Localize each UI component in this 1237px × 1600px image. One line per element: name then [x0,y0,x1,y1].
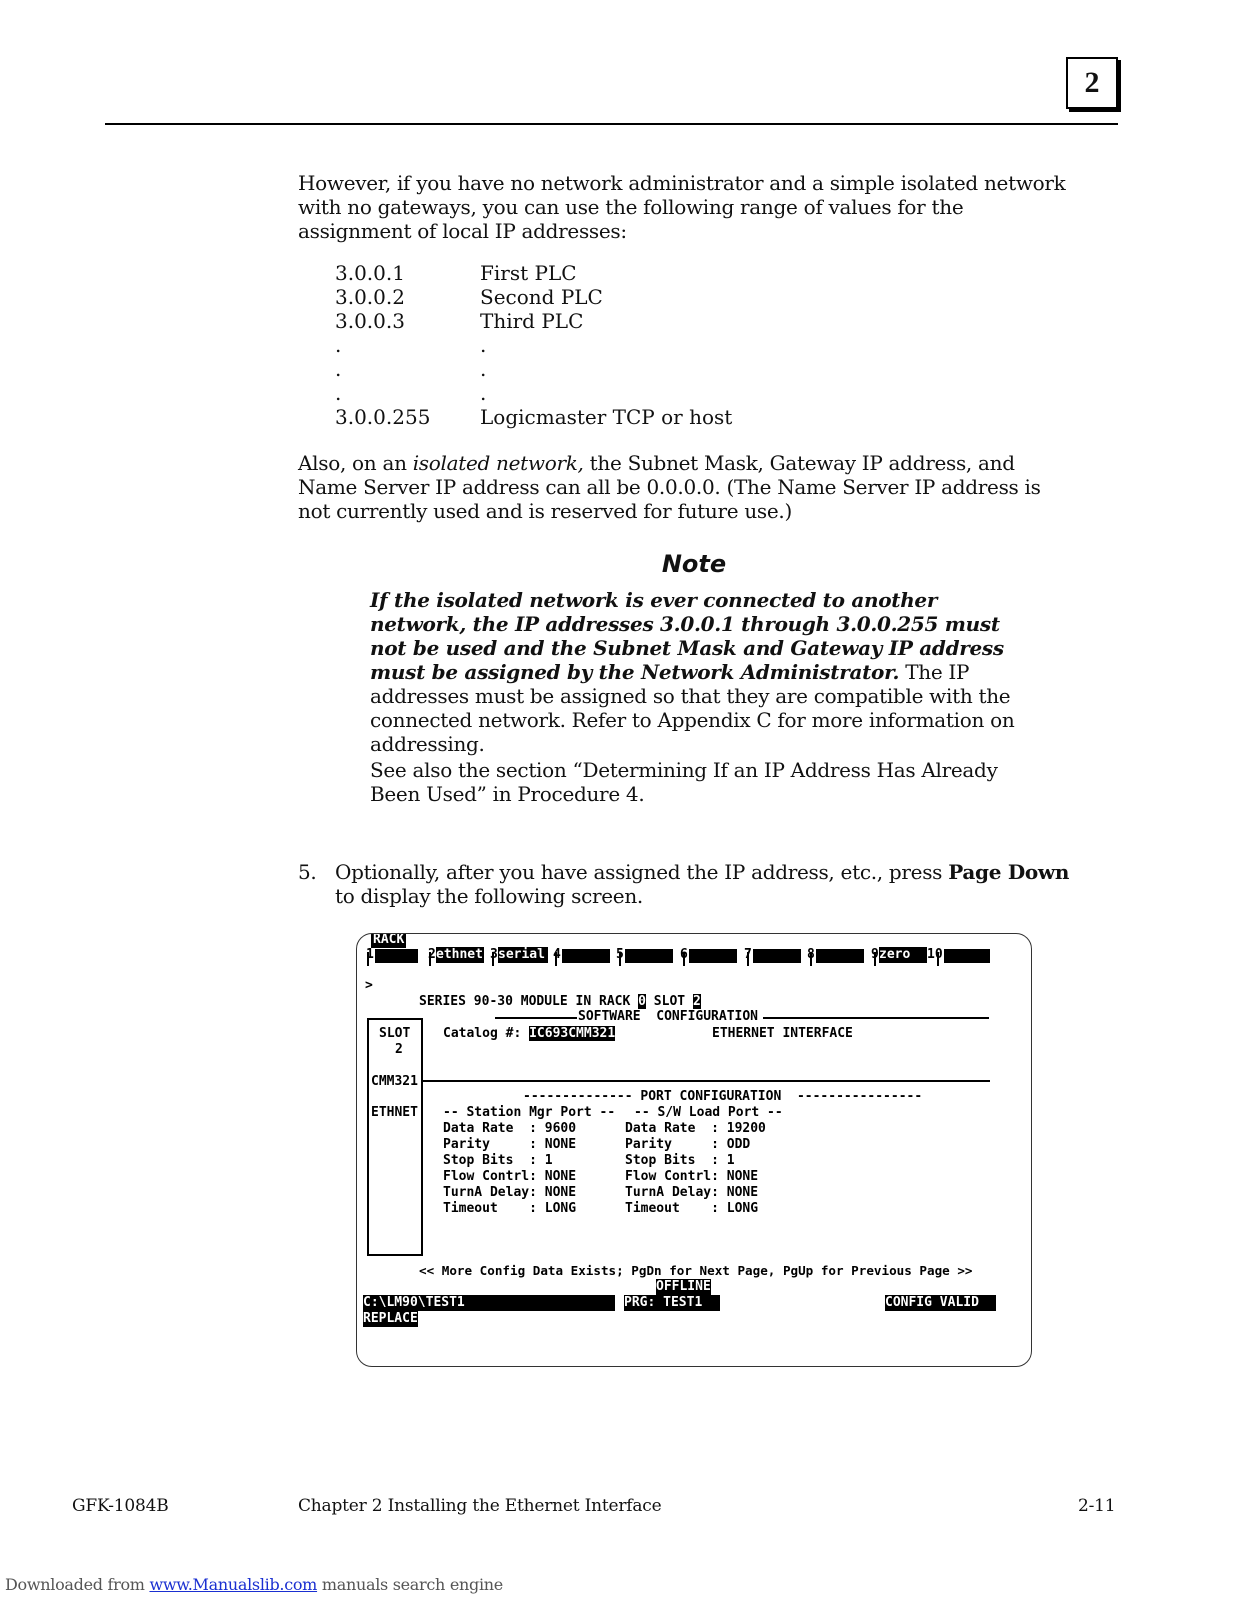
port-config-label: PORT CONFIGURATION [640,1089,782,1104]
note-rest: The IP addresses must be assigned so that they are compatible with the connected network. Refer to Appendix C for more information on addressing. [370,660,1015,756]
step-text [335,860,1085,908]
catalog-line [443,1026,615,1042]
sw-load-row: Stop Bits : 1 [625,1153,735,1168]
station-mgr-row: Parity : NONE [443,1137,577,1152]
folder-path: C:\LM90\TEST1 [363,1295,615,1311]
panel-border [367,1018,423,1020]
softkey-number: 10 [927,947,943,962]
config-screen [356,933,1032,1367]
softkey-7-bar[interactable] [753,949,801,963]
footer-chapter: Chapter 2 Installing the Ethernet Interface [298,1496,662,1516]
softkey-number: 6 [680,947,688,962]
header-rule [105,123,1118,125]
softkey-10-bar[interactable] [944,949,990,963]
panel-border [421,1018,423,1255]
ip-description: First PLC [480,261,577,285]
port-config-title: -------------- PORT CONFIGURATION ---------------- [523,1089,923,1104]
manualslib-link[interactable]: www.Manualslib.com [149,1575,318,1594]
catalog-label: Catalog #: [443,1026,530,1041]
softkey-number: 9 [871,947,879,962]
program-name: PRG: TEST1 [624,1295,720,1311]
divider [423,1080,990,1082]
softkey-1-bar[interactable] [375,949,418,963]
para2-prefix: Also, on an [298,451,413,475]
catalog-number[interactable]: IC693CMM321 [529,1026,616,1041]
softkey-zero[interactable]: zero [879,947,927,963]
station-mgr-row: Flow Contrl: NONE [443,1169,577,1184]
config-status: CONFIG VALID [885,1295,996,1311]
isolated-network-paragraph [298,451,1078,523]
module-line-text: SERIES 90-30 MODULE IN RACK [419,994,639,1009]
para2-suffix: the Subnet Mask, Gateway IP address, and Name Server IP address can all be 0.0.0.0. (The Name Server IP address is not currently used and is reserved for future use.) [298,451,1041,523]
ip-description: Logicmaster TCP or host [480,405,733,429]
softkey-5-bar[interactable] [625,949,673,963]
footer-doc-id: GFK-1084B [72,1496,169,1516]
intro-paragraph: However, if you have no network administrator and a simple isolated network with no gateways, you can use the following range of values for the assignment of local IP addresses: [298,171,1066,243]
panel-border [367,1254,423,1256]
sw-load-row: Timeout : LONG [625,1201,759,1216]
footer-page-number: 2-11 [1078,1496,1116,1516]
softkey-number: 2 [428,947,436,962]
more-config-message: << More Config Data Exists; PgDn for Next Page, PgUp for Previous Page >> [419,1263,973,1278]
sw-load-row: Parity : ODD [625,1137,751,1152]
softkey-number: 5 [616,947,624,962]
divider [495,1017,577,1019]
download-banner [5,1575,503,1594]
softkey-number: 8 [807,947,815,962]
station-mgr-header: -- Station Mgr Port -- [443,1105,616,1120]
softkey-6-bar[interactable] [689,949,737,963]
ip-address: 3.0.0.3 [335,309,405,333]
softkey-number: 4 [553,947,561,962]
slot-value: 2 [395,1042,403,1057]
ip-address: . [335,333,342,357]
slot-word: SLOT [645,994,693,1009]
slot-label: SLOT [379,1026,411,1041]
step-text-pre: Optionally, after you have assigned the IP address, etc., press [335,860,949,884]
softkey-number: 1 [366,947,374,962]
ip-description: Second PLC [480,285,603,309]
note-see-also: See also the section “Determining If an IP Address Has Already Been Used” in Procedure 4. [370,758,998,806]
step-number: 5. [298,860,317,884]
panel-border [367,1018,369,1255]
sw-load-row: Flow Contrl: NONE [625,1169,759,1184]
offline-status: OFFLINE [656,1279,711,1294]
ip-address: 3.0.0.255 [335,405,431,429]
ip-description: . [480,357,487,381]
sw-load-row: TurnA Delay: NONE [625,1185,759,1200]
station-mgr-row: Timeout : LONG [443,1201,577,1216]
softkey-serial[interactable]: serial [498,947,548,963]
divider [763,1017,989,1019]
ip-address: 3.0.0.2 [335,285,405,309]
note-title: Note [661,550,727,578]
ip-address: . [335,381,342,405]
ip-description: Third PLC [480,309,584,333]
ip-address: . [335,357,342,381]
module-name: CMM321 [371,1074,418,1089]
softkey-rack-label[interactable]: RACK [373,933,405,947]
softkey-8-bar[interactable] [816,949,864,963]
station-mgr-row: Stop Bits : 1 [443,1153,553,1168]
module-line [419,994,701,1010]
chapter-number-box: 2 [1066,57,1118,109]
station-mgr-row: TurnA Delay: NONE [443,1185,577,1200]
step-key: Page Down [948,860,1070,884]
download-suffix: manuals search engine [317,1575,503,1594]
sw-load-row: Data Rate : 19200 [625,1121,766,1136]
ip-address: 3.0.0.1 [335,261,405,285]
software-config-title: SOFTWARE CONFIGURATION [578,1009,759,1024]
slot-number[interactable]: 2 [692,994,701,1009]
softkey-number: 7 [744,947,752,962]
download-prefix: Downloaded from [5,1575,150,1594]
sw-load-header: -- S/W Load Port -- [634,1105,783,1120]
command-prompt[interactable]: > [365,978,373,993]
ip-description: . [480,381,487,405]
softkey-4-bar[interactable] [562,949,610,963]
interface-name: ETHERNET INTERFACE [712,1026,853,1041]
para2-italic: isolated network, [412,451,584,475]
step-text-post: to display the following screen. [335,884,643,908]
rack-number[interactable]: 0 [638,994,646,1009]
softkey-number: 3 [490,947,498,962]
station-mgr-row: Data Rate : 9600 [443,1121,577,1136]
edit-mode: REPLACE [363,1311,418,1326]
module-type: ETHNET [371,1105,418,1120]
note-paragraph [370,588,1035,756]
note-emphasis: If the isolated network is ever connected to another network, the IP addresses 3.0.0.1 through 3.0.0.255 must not be used and the Subnet Mask and Gateway IP address must be assigned by the Network Administrator. [370,588,1004,684]
softkey-ethnet[interactable]: ethnet [436,947,483,962]
ip-description: . [480,333,487,357]
